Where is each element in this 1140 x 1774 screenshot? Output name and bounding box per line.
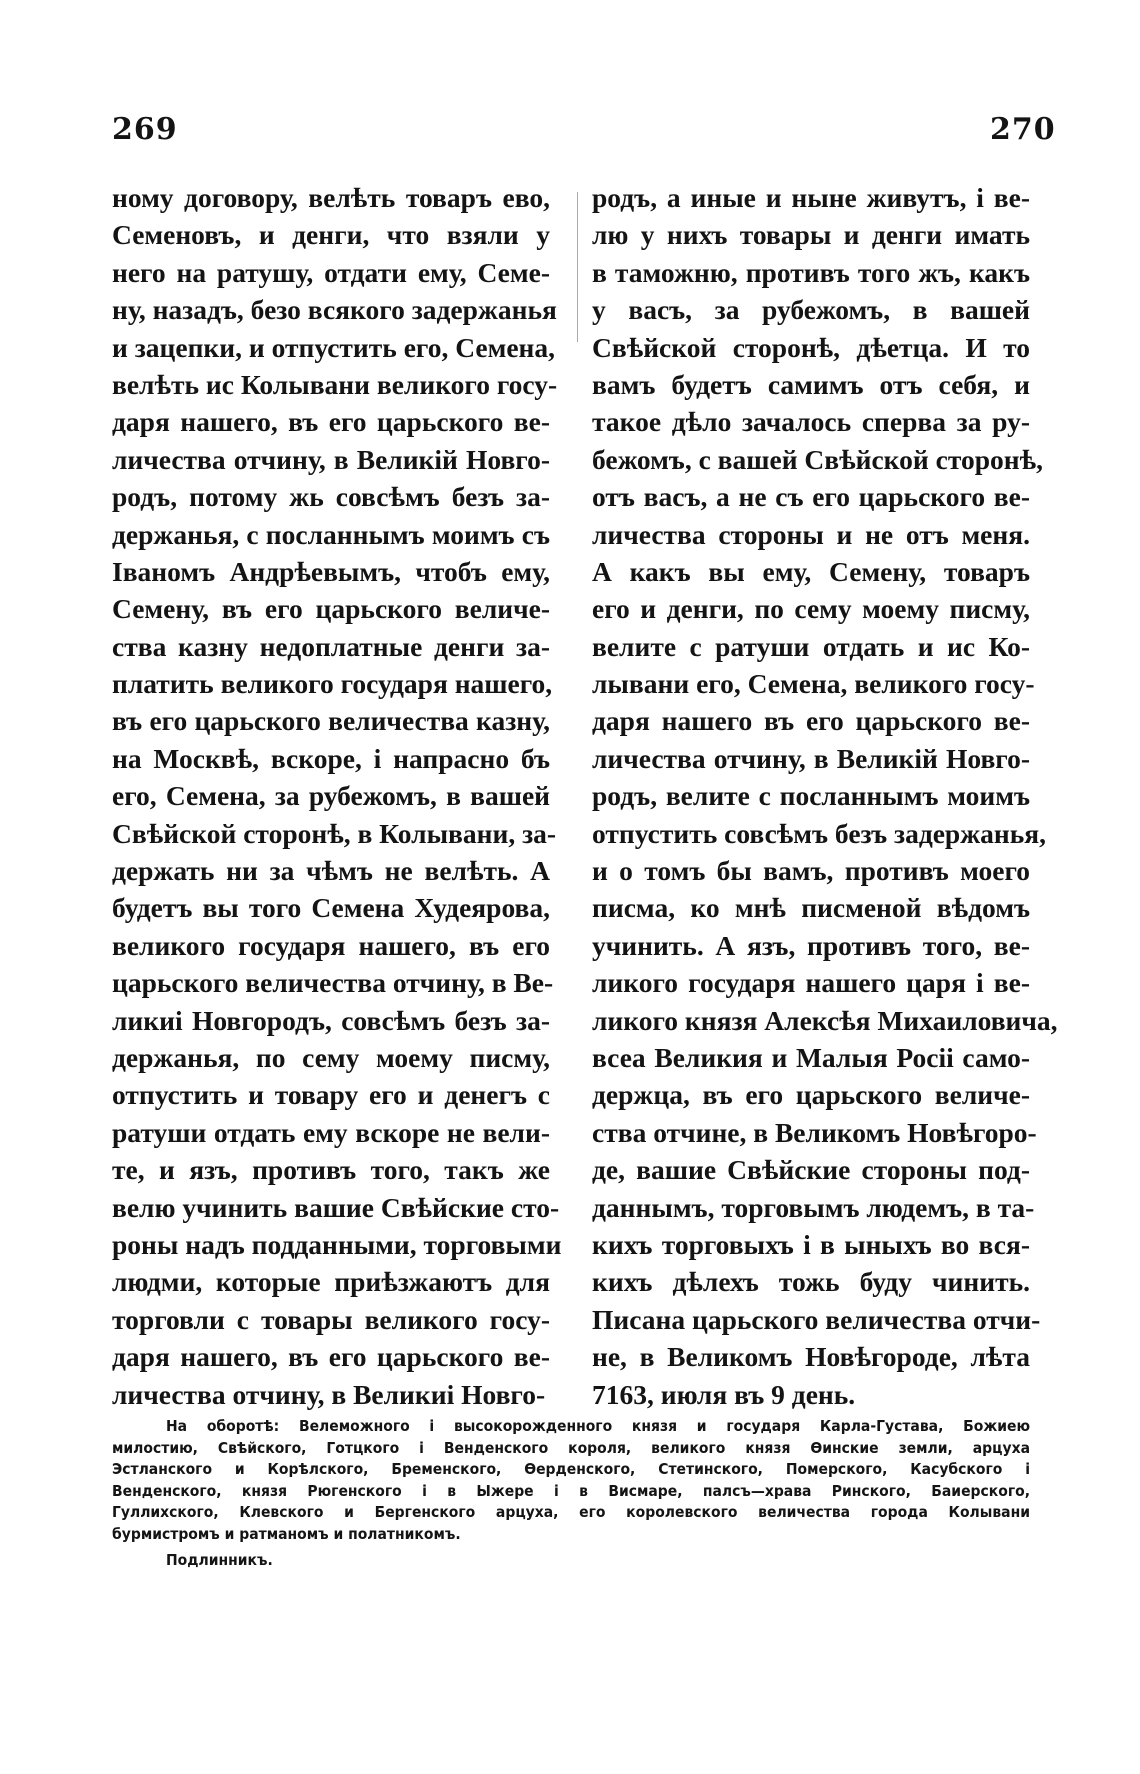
- text-line: будетъ вы того Семена Худеярова,: [112, 892, 550, 924]
- text-line: Писана царьского величества отчи-: [592, 1303, 1041, 1335]
- text-line: кихъ дѣлехъ тожь буду чинить.: [592, 1266, 1030, 1298]
- text-line: у васъ, за рубежомъ, в вашей: [592, 294, 1030, 326]
- text-line: его, Семена, за рубежомъ, в вашей: [112, 780, 550, 812]
- text-line: ства отчине, в Великомъ Новѣгоро-: [592, 1116, 1037, 1148]
- text-line: Свѣйской сторонѣ, в Колывани, за-: [112, 817, 557, 849]
- text-line: даря нашего въ его царьского ве-: [592, 705, 1030, 737]
- footnote-line: Гуллихского, Клевского и Бергенского арцуха, его королевского величества города Колывани: [112, 1503, 1030, 1521]
- text-line: вамъ будетъ самимъ отъ себя, и: [592, 368, 1030, 400]
- text-line: родъ, велите с посланнымъ моимъ: [592, 780, 1030, 812]
- text-line: ликиi Новгородъ, совсѣмъ безъ за-: [112, 1004, 550, 1036]
- text-line: писма, ко мнѣ писменой вѣдомъ: [592, 892, 1030, 924]
- text-line: даря нашего, въ его царьского ве-: [112, 406, 550, 438]
- text-line: ратуши отдать ему вскоре не вели-: [112, 1116, 550, 1148]
- text-line: отпустить совсѣмъ безъ задержанья,: [592, 817, 1047, 849]
- text-line: ному договору, велѣть товаръ ево,: [112, 182, 550, 213]
- text-line: ликого государя нашего царя i ве-: [592, 967, 1030, 999]
- text-line: держанья, с посланнымъ моимъ съ: [112, 518, 550, 550]
- text-line: великого государя нашего, въ его: [112, 929, 550, 961]
- source-note: Подлинникъ.: [166, 1551, 273, 1569]
- text-line: ну, назадъ, безо всякого задержанья: [112, 294, 557, 326]
- text-line: лю у нихъ товары и денги имать: [592, 219, 1030, 251]
- page-number-left: 269: [112, 112, 178, 147]
- text-line: такое дѣло зачалось сперва за ру-: [592, 406, 1030, 438]
- text-line: въ его царьского величества казну,: [112, 705, 550, 737]
- text-line: людми, которые приѣзжаютъ для: [112, 1266, 550, 1298]
- text-line: личества стороны и не отъ меня.: [592, 518, 1030, 550]
- text-line: платить великого государя нашего,: [112, 668, 553, 700]
- text-line: де, вашие Свѣйские стороны под-: [592, 1154, 1030, 1186]
- footnote-line: На оборотѣ: Велеможного i высокорожденного князя и государя Карла-Густава, Божиею: [166, 1417, 1030, 1435]
- text-line: ства казну недоплатные денги за-: [112, 630, 550, 662]
- text-line: отпустить и товару его и денегъ с: [112, 1079, 550, 1111]
- text-line: лывани его, Семена, великого госу-: [592, 668, 1035, 700]
- text-line: на Москвѣ, вскоре, i напрасно бъ: [112, 742, 550, 774]
- text-line: его и денги, по сему моему писму,: [592, 593, 1030, 625]
- right-column: [592, 179, 1058, 1413]
- text-line: родъ, а иные и ныне живутъ, i ве-: [592, 182, 1030, 213]
- text-line: велѣть ис Колывани великого госу-: [112, 368, 558, 400]
- footnote-line: Эстланского и Корѣлского, Бременского, Ѳерденского, Стетинского, Померского, Касубского i: [112, 1460, 1030, 1478]
- text-line: в таможню, противъ того жъ, какъ: [592, 256, 1030, 288]
- text-line: Iваномъ Андрѣевымъ, чтобъ ему,: [112, 555, 550, 587]
- text-line: и зацепки, и отпустить его, Семена,: [112, 331, 556, 363]
- page-number-right: 270: [990, 112, 1056, 147]
- footnote: [112, 1416, 1030, 1545]
- text-line: ликого князя Алексѣя Михаиловича,: [592, 1004, 1058, 1036]
- column-divider: [577, 192, 578, 342]
- text-line: роны надъ подданными, торговыми: [112, 1228, 562, 1260]
- text-line: всеа Великия и Малыя Росii само-: [592, 1041, 1030, 1073]
- text-line: учинить. А язъ, противъ того, ве-: [592, 929, 1030, 961]
- text-line: личества отчину, в Великиi Новго-: [112, 1378, 546, 1410]
- text-line: личества отчину, в Великiй Новго-: [112, 443, 550, 475]
- text-line: торговли с товары великого госу-: [112, 1303, 550, 1335]
- text-line: Свѣйской сторонѣ, дѣетца. И то: [592, 331, 1030, 363]
- text-line: велю учинить вашие Свѣйские сто-: [112, 1191, 560, 1223]
- text-line: и о томъ бы вамъ, противъ моего: [592, 855, 1030, 887]
- footnote-line: бурмистромъ и ратманомъ и полатникомъ.: [112, 1524, 461, 1543]
- text-line: родъ, потому жь совсѣмъ безъ за-: [112, 481, 550, 513]
- text-line: 7163, июля въ 9 день.: [592, 1378, 856, 1410]
- text-line: держать ни за чѣмъ не велѣть. А: [112, 855, 550, 887]
- text-line: кихъ торговыхъ i в ыныхъ во вся-: [592, 1228, 1030, 1260]
- text-line: даря нашего, въ его царьского ве-: [112, 1341, 550, 1373]
- text-line: А какъ вы ему, Семену, товаръ: [592, 555, 1030, 587]
- left-column: [112, 179, 562, 1413]
- footnote-line: милостию, Свѣйского, Готцкого i Венденского короля, великого князя Ѳинские земли, арцуха: [112, 1438, 1030, 1457]
- text-line: Семеновъ, и денги, что взяли у: [112, 219, 550, 251]
- text-line: даннымъ, торговымъ людемъ, в та-: [592, 1191, 1035, 1223]
- text-line: отъ васъ, а не съ его царьского ве-: [592, 481, 1030, 513]
- text-line: царьского величества отчину, в Ве-: [112, 967, 554, 999]
- text-line: не, в Великомъ Новѣгороде, лѣта: [592, 1341, 1030, 1373]
- text-line: него на ратушу, отдати ему, Семе-: [112, 256, 550, 288]
- footnote-line: Венденского, князя Рюгенского i в Ыжере i в Висмаре, палсъ—храва Ринского, Баиерского,: [112, 1481, 1030, 1500]
- text-line: велите с ратуши отдать и ис Ко-: [592, 630, 1030, 662]
- text-line: Семену, въ его царьского величе-: [112, 593, 550, 625]
- text-line: те, и язъ, противъ того, такъ же: [112, 1154, 550, 1186]
- text-line: держца, въ его царьского величе-: [592, 1079, 1030, 1111]
- text-line: личества отчину, в Великiй Новго-: [592, 742, 1030, 774]
- text-line: держанья, по сему моему писму,: [112, 1041, 550, 1073]
- text-line: бежомъ, с вашей Свѣйской сторонѣ,: [592, 443, 1043, 475]
